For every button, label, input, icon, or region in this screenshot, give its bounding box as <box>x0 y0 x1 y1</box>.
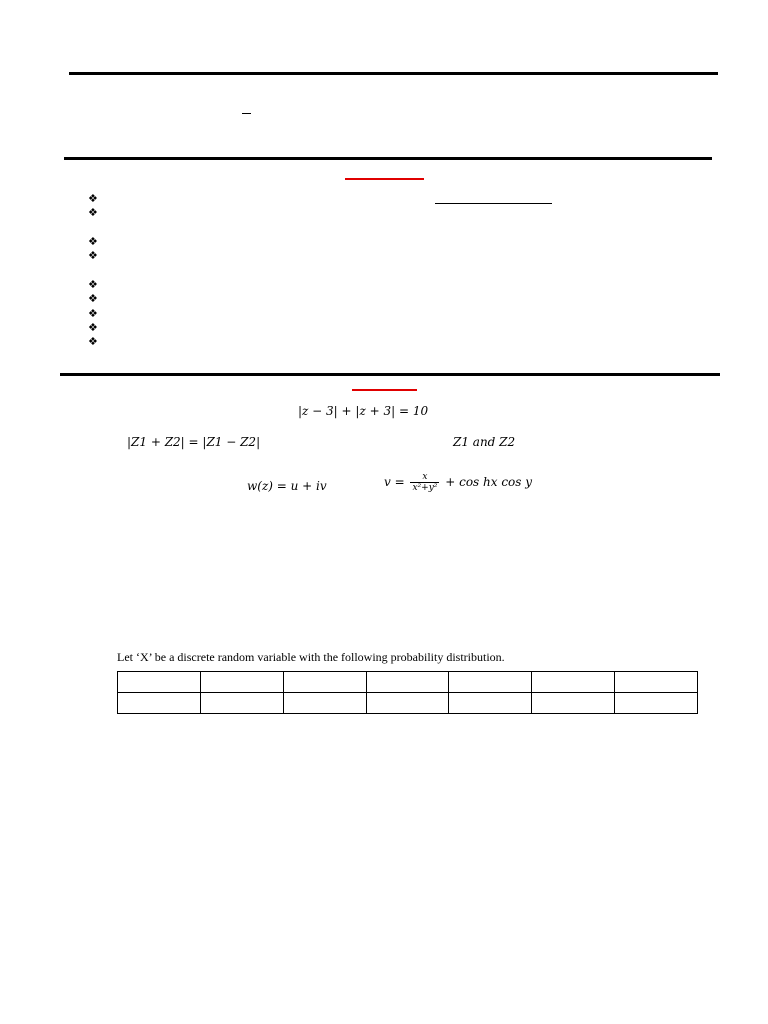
table-cell <box>118 693 201 714</box>
table-cell <box>200 693 283 714</box>
instruction-bullet-icon: ❖ <box>88 235 98 248</box>
table-cell <box>532 693 615 714</box>
table-row <box>118 693 698 714</box>
instruction-bullet-icon: ❖ <box>88 192 98 205</box>
table-cell <box>615 672 698 693</box>
header-bottom-rule <box>64 157 712 160</box>
instruction-bullet-icon: ❖ <box>88 307 98 320</box>
v-lhs: v = <box>384 475 405 489</box>
table-cell <box>366 672 449 693</box>
probability-question: Let ‘X’ be a discrete random variable with the following probability distribution. <box>117 650 505 664</box>
table-cell <box>283 672 366 693</box>
table-cell <box>532 672 615 693</box>
table-cell <box>615 693 698 714</box>
z1-z2-label: Z1 and Z2 <box>453 435 516 449</box>
v-fraction-numerator: x <box>410 472 439 483</box>
section-red-underline <box>352 389 417 391</box>
probability-distribution-table <box>117 671 698 714</box>
instruction-bullet-icon: ❖ <box>88 249 98 262</box>
table-cell <box>200 672 283 693</box>
v-fraction <box>410 472 439 493</box>
instructions-blank-underline <box>435 203 552 204</box>
top-rule <box>69 72 718 75</box>
table-cell <box>366 693 449 714</box>
v-fraction-denominator: x²+y² <box>412 483 438 493</box>
instructions-red-underline <box>345 178 424 180</box>
modulus-equation: |Z1 + Z2| = |Z1 − Z2| <box>127 435 261 449</box>
table-cell <box>283 693 366 714</box>
table-cell <box>118 672 201 693</box>
analytic-function-w: w(z) = u + iv <box>247 479 327 493</box>
instruction-bullet-icon: ❖ <box>88 292 98 305</box>
instruction-bullet-icon: ❖ <box>88 278 98 291</box>
instruction-bullet-icon: ❖ <box>88 335 98 348</box>
instruction-bullet-icon: ❖ <box>88 206 98 219</box>
instruction-bullet-icon: ❖ <box>88 321 98 334</box>
table-cell <box>449 672 532 693</box>
table-cell <box>449 693 532 714</box>
instructions-bottom-rule <box>60 373 720 376</box>
table-row <box>118 672 698 693</box>
header-dash <box>242 113 251 114</box>
v-expression <box>384 472 532 493</box>
v-rhs: + cos hx cos y <box>445 475 533 489</box>
ellipse-equation: |z − 3| + |z + 3| = 10 <box>298 404 429 418</box>
